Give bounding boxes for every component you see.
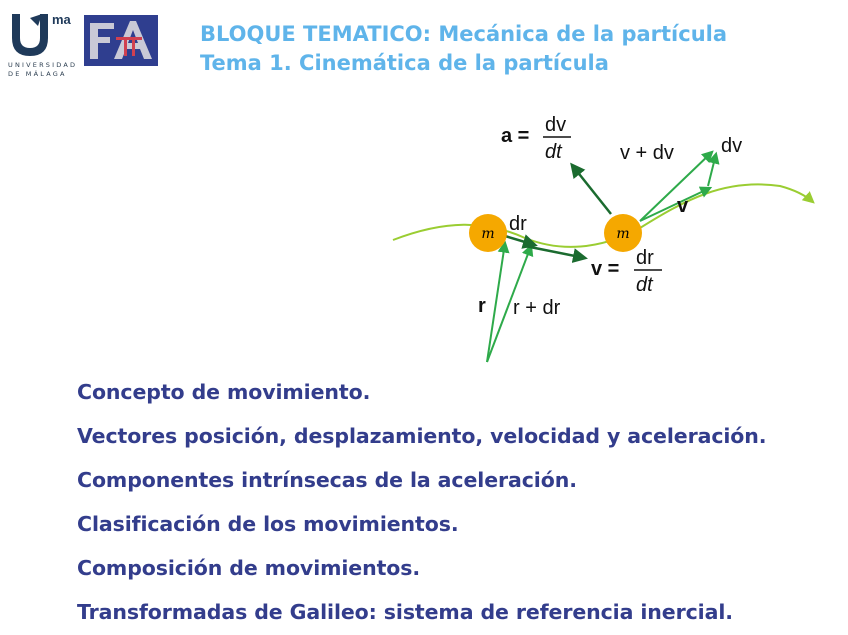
label-v-numerator: dr <box>636 247 654 269</box>
header-subtitle: Tema 1. Cinemática de la partícula <box>200 51 609 75</box>
label-a-equals: a = <box>501 125 530 147</box>
label-r: r <box>478 295 486 317</box>
department-logo <box>84 15 158 66</box>
mass-2-label: m <box>616 226 630 242</box>
topic-item: Vectores posición, desplazamiento, velocidad y aceleración. <box>77 424 767 448</box>
uma-line-1: UNIVERSIDAD <box>8 61 78 69</box>
topic-item: Componentes intrínsecas de la aceleración. <box>77 468 577 492</box>
slide-header <box>200 20 727 78</box>
label-dv: dv <box>721 135 743 157</box>
dv-vector <box>708 154 716 186</box>
velocity-vector-2 <box>640 188 710 221</box>
uma-line-2: DE MÁLAGA <box>8 70 67 78</box>
velocity-vector-1 <box>525 246 585 258</box>
topic-item: Composición de movimientos. <box>77 556 421 580</box>
label-a-denominator: dt <box>545 141 562 163</box>
label-v-denominator: dt <box>636 274 653 296</box>
label-dr: dr <box>509 213 527 235</box>
kinematics-diagram <box>385 100 820 370</box>
uma-mark-text: ma <box>52 12 71 27</box>
label-v: v <box>677 195 689 217</box>
uma-emblem-icon <box>8 8 78 68</box>
topic-item: Clasificación de los movimientos. <box>77 512 459 536</box>
kinematics-diagram-svg <box>385 100 820 370</box>
fa-logo-icon <box>84 15 158 66</box>
label-v-equals: v = <box>591 258 620 280</box>
label-a-numerator: dv <box>545 114 567 136</box>
mass-1-label: m <box>481 226 495 242</box>
label-v-plus-dv: v + dv <box>620 142 674 164</box>
acceleration-vector <box>572 165 611 214</box>
topic-item: Concepto de movimiento. <box>77 380 371 404</box>
label-r-plus-dr: r + dr <box>513 297 561 319</box>
fa-mark-text: FA <box>86 65 88 66</box>
topic-item: Transformadas de Galileo: sistema de referencia inercial. <box>77 600 733 624</box>
position-vector-r <box>487 243 505 362</box>
university-logo <box>8 8 78 80</box>
mass-particle-1 <box>469 214 507 252</box>
trajectory-curve <box>393 184 813 247</box>
topics-list <box>77 370 766 634</box>
header-title: BLOQUE TEMATICO: Mecánica de la partícula <box>200 22 728 46</box>
